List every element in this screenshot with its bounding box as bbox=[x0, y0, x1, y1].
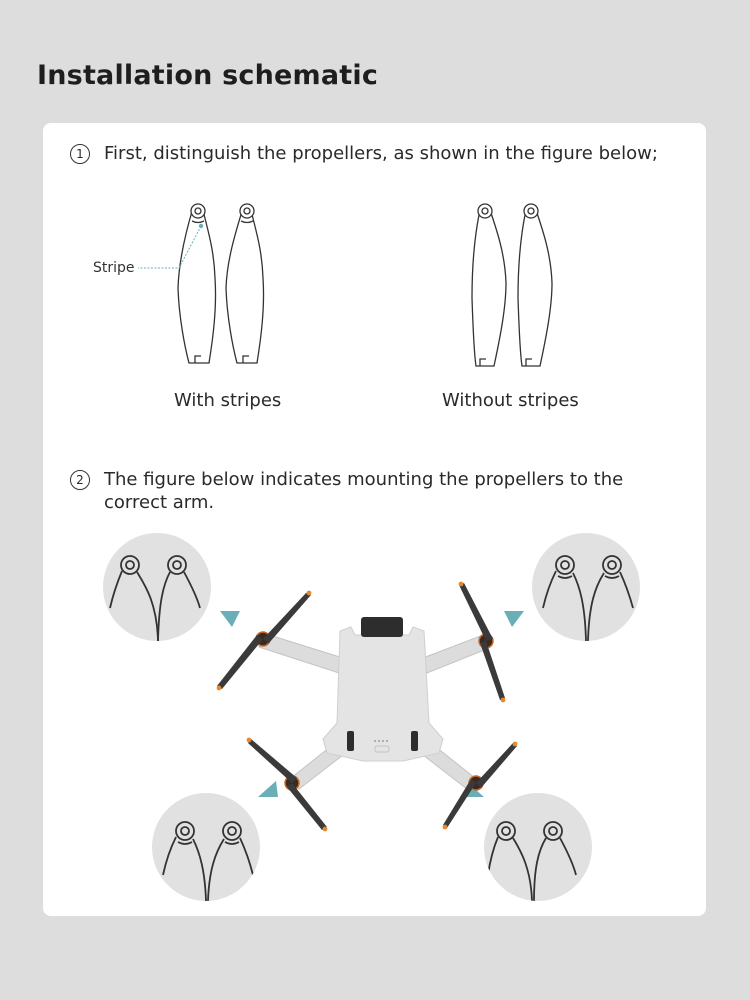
propellers-with-stripes-illustration bbox=[173, 198, 273, 373]
step-number-1: 1 bbox=[70, 144, 90, 164]
with-stripes-caption: With stripes bbox=[174, 390, 282, 411]
detail-bubble-top-left bbox=[103, 533, 211, 641]
step-2-text: The figure below indicates mounting the propellers to the correct arm. bbox=[104, 469, 624, 513]
stripe-label: Stripe bbox=[93, 260, 135, 276]
step-1 bbox=[70, 142, 658, 165]
without-stripes-caption: Without stripes bbox=[442, 390, 579, 411]
step-1-text: First, distinguish the propellers, as shown in the figure below; bbox=[104, 143, 658, 164]
propellers-without-stripes-illustration bbox=[468, 198, 568, 373]
step-number-2: 2 bbox=[70, 470, 90, 490]
page-title: Installation schematic bbox=[37, 60, 379, 91]
drone-illustration bbox=[203, 563, 563, 863]
instruction-card bbox=[43, 123, 706, 916]
step-2 bbox=[70, 468, 630, 514]
propeller-hubs-without-stripes-icon bbox=[103, 533, 211, 641]
